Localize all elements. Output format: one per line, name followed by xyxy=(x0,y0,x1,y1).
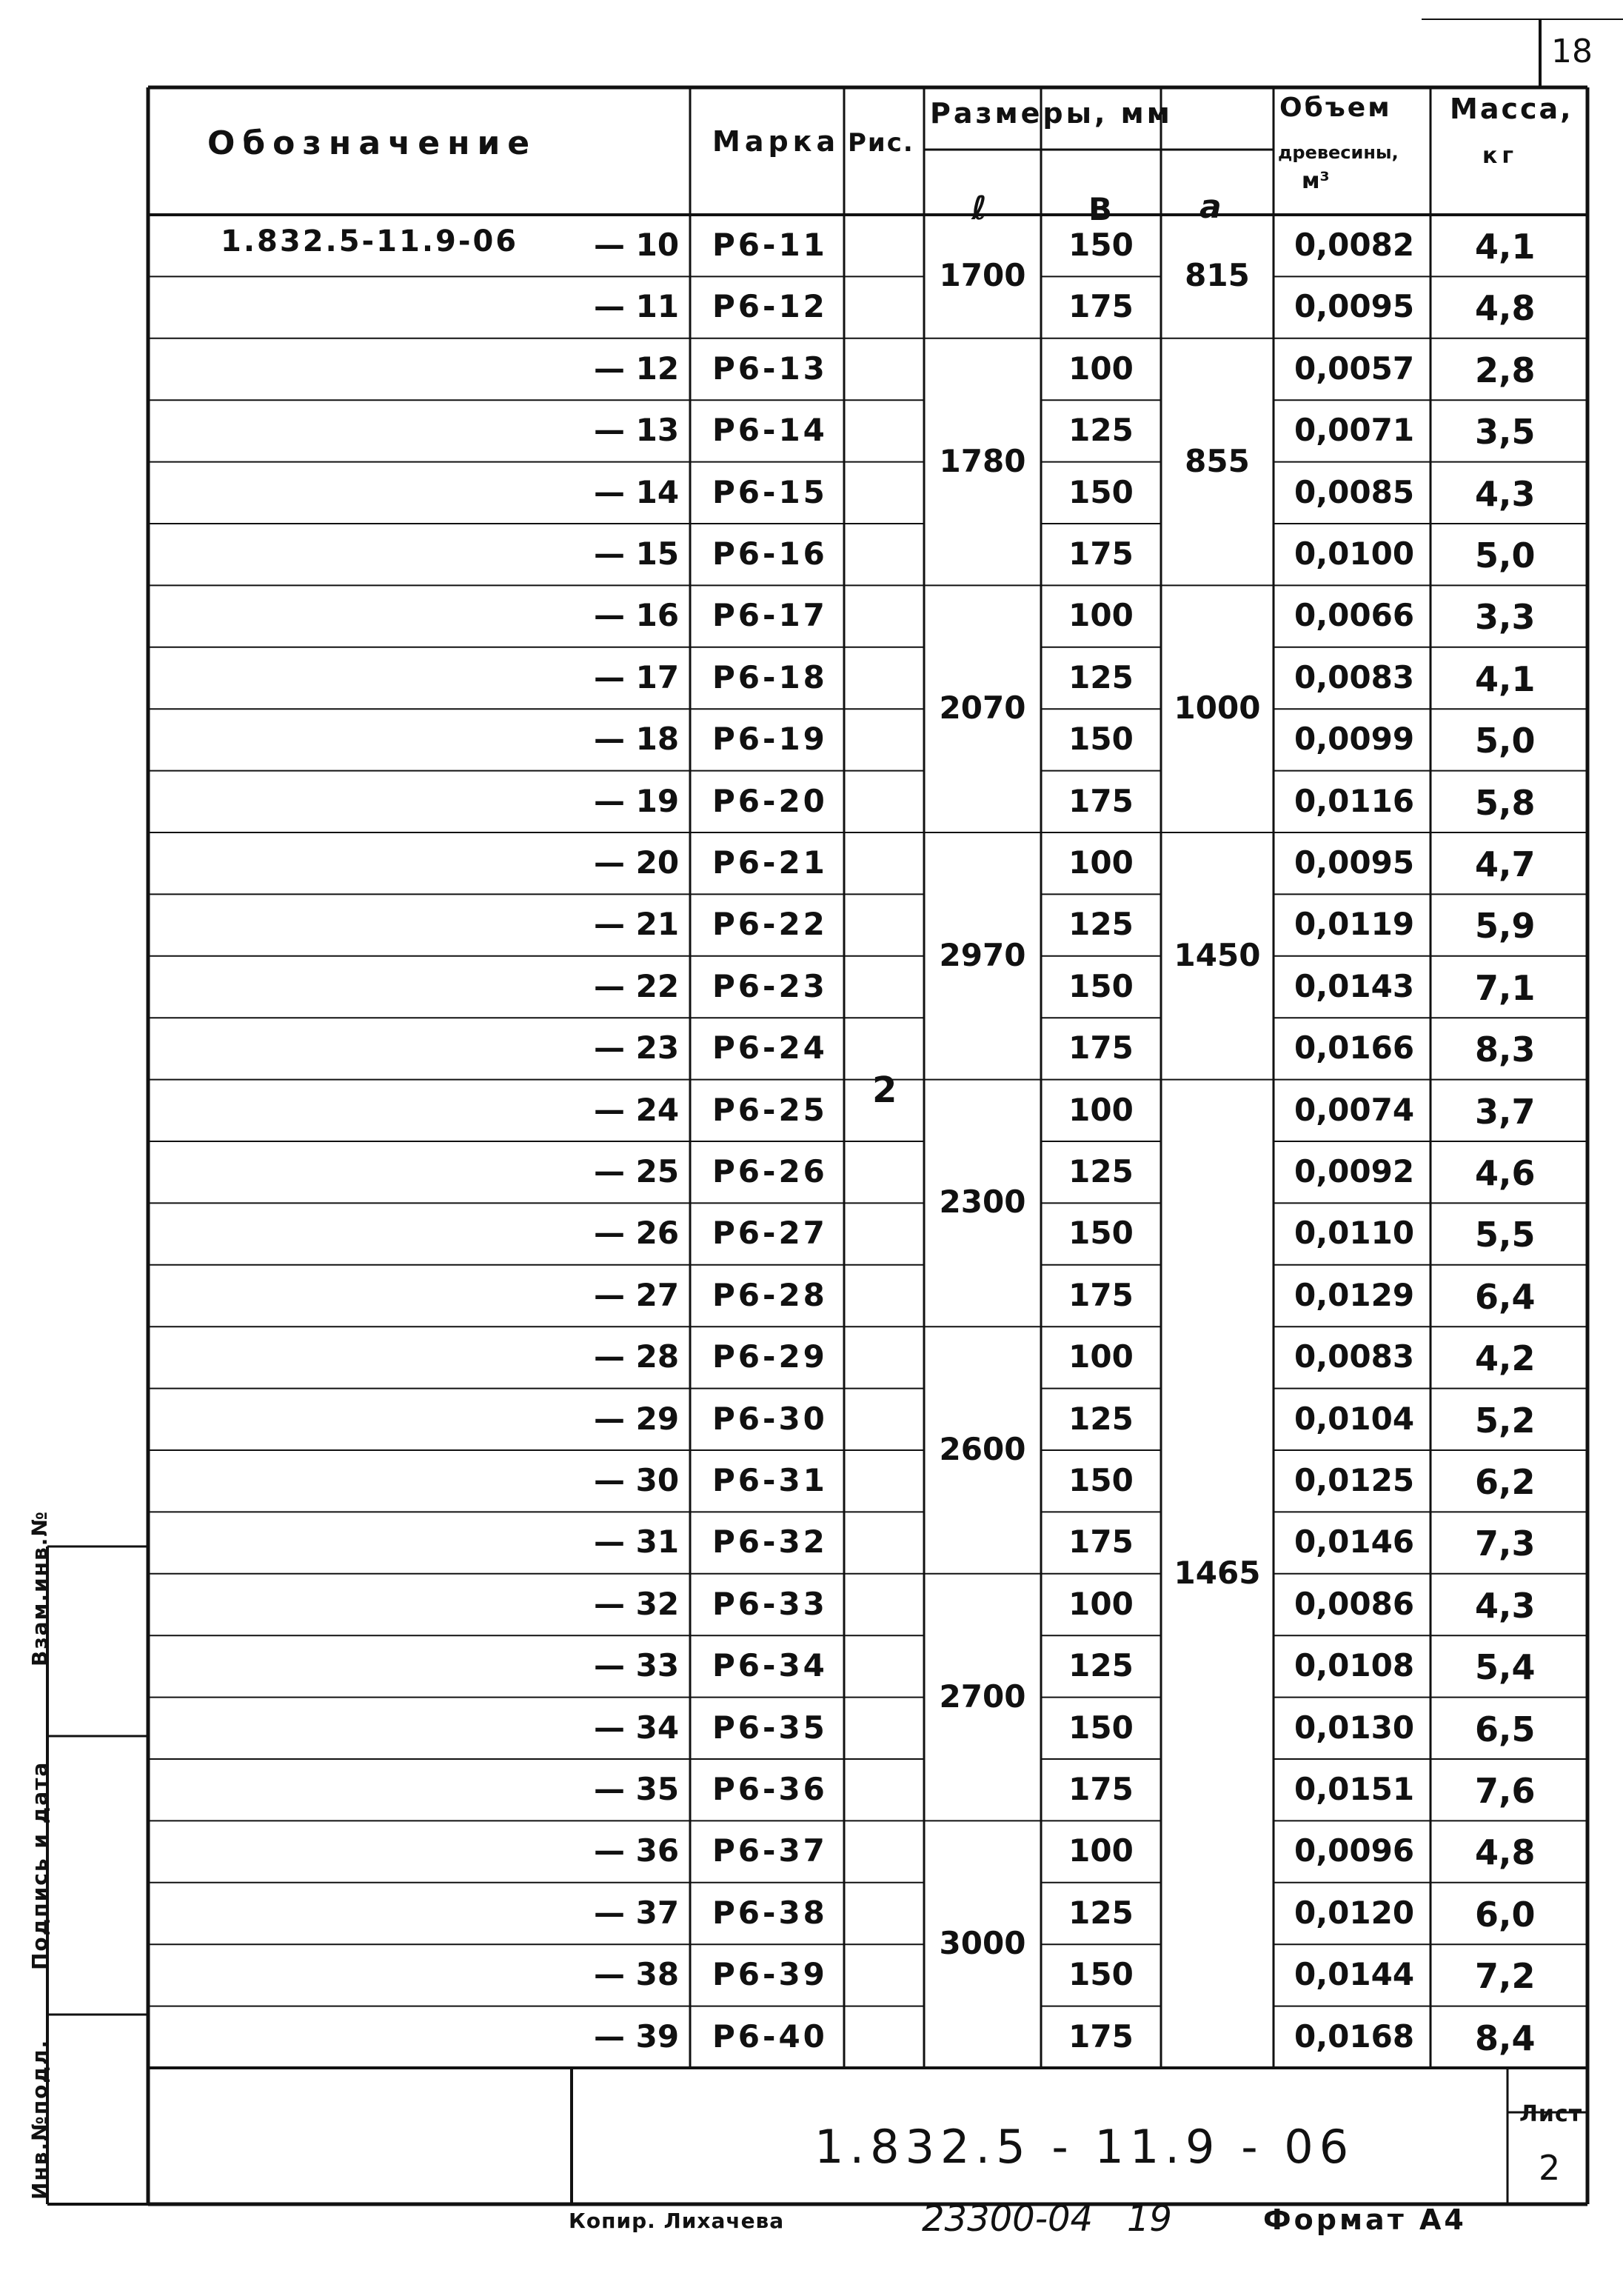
row-number: — 16 xyxy=(594,597,680,634)
row-mass: 3,5 xyxy=(1475,412,1536,453)
row-mass: 6,2 xyxy=(1475,1462,1536,1502)
row-mark: Р6-35 xyxy=(712,1709,828,1746)
row-number: — 32 xyxy=(594,1585,680,1622)
row-volume: 0,0092 xyxy=(1294,1153,1415,1189)
row-mass: 8,3 xyxy=(1475,1029,1536,1070)
row-volume: 0,0096 xyxy=(1294,1832,1415,1869)
row-width-b: 175 xyxy=(1068,1771,1134,1807)
row-mass: 5,9 xyxy=(1475,906,1536,947)
row-mark: Р6-28 xyxy=(712,1276,828,1313)
header-mass-2: кг xyxy=(1482,143,1519,169)
page-number: 18 xyxy=(1551,33,1593,70)
row-number: — 24 xyxy=(594,1091,680,1128)
row-volume: 0,0066 xyxy=(1294,597,1415,634)
row-mass: 6,4 xyxy=(1475,1276,1536,1317)
row-width-b: 175 xyxy=(1068,1524,1134,1561)
row-number: — 36 xyxy=(594,1832,680,1869)
row-mass: 4,3 xyxy=(1475,1585,1536,1626)
header-volume-2: древесины, xyxy=(1278,142,1399,163)
row-volume: 0,0108 xyxy=(1294,1647,1415,1684)
row-mass: 7,6 xyxy=(1475,1771,1536,1811)
row-mass: 5,4 xyxy=(1475,1647,1536,1688)
row-mark: Р6-31 xyxy=(712,1462,828,1498)
stamp-podpis: Подпись и дата xyxy=(27,1761,52,1970)
stamp-inv: Инв.№подл. xyxy=(27,2038,52,2200)
row-mark: Р6-26 xyxy=(712,1153,828,1189)
row-mark: Р6-19 xyxy=(712,721,828,758)
row-volume: 0,0110 xyxy=(1294,1215,1415,1252)
figure-number: 2 xyxy=(872,1069,897,1111)
row-number: — 11 xyxy=(594,288,680,325)
row-volume: 0,0100 xyxy=(1294,535,1415,572)
row-width-b: 100 xyxy=(1068,350,1134,387)
header-figure: Рис. xyxy=(848,128,914,158)
row-volume: 0,0086 xyxy=(1294,1585,1415,1622)
row-number: — 12 xyxy=(594,350,680,387)
row-volume: 0,0119 xyxy=(1294,906,1415,943)
row-number: — 35 xyxy=(594,1771,680,1807)
row-mark: Р6-13 xyxy=(712,350,828,387)
row-mass: 4,2 xyxy=(1475,1338,1536,1379)
row-width-b: 125 xyxy=(1068,1400,1134,1437)
row-number: — 31 xyxy=(594,1524,680,1561)
distance-a-cell: 855 xyxy=(1185,442,1250,479)
row-mark: Р6-14 xyxy=(712,412,828,449)
row-width-b: 100 xyxy=(1068,844,1134,881)
row-volume: 0,0099 xyxy=(1294,721,1415,758)
length-l-cell: 2700 xyxy=(939,1678,1026,1715)
row-mark: Р6-18 xyxy=(712,658,828,695)
row-mass: 4,8 xyxy=(1475,1832,1536,1873)
row-mark: Р6-16 xyxy=(712,535,828,572)
row-width-b: 125 xyxy=(1068,1894,1134,1931)
row-number: — 13 xyxy=(594,412,680,449)
row-mark: Р6-34 xyxy=(712,1647,828,1684)
row-width-b: 150 xyxy=(1068,967,1134,1004)
row-volume: 0,0085 xyxy=(1294,473,1415,510)
row-number: — 18 xyxy=(594,721,680,758)
row-width-b: 100 xyxy=(1068,1338,1134,1375)
row-mark: Р6-17 xyxy=(712,597,828,634)
length-l-cell: 3000 xyxy=(939,1925,1026,1962)
header-volume-3: м³ xyxy=(1302,168,1330,194)
length-l-cell: 2300 xyxy=(939,1184,1026,1221)
row-number: — 26 xyxy=(594,1215,680,1252)
row-number: — 28 xyxy=(594,1338,680,1375)
row-volume: 0,0146 xyxy=(1294,1524,1415,1561)
row-mark: Р6-38 xyxy=(712,1894,828,1931)
row-width-b: 175 xyxy=(1068,535,1134,572)
distance-a-cell: 815 xyxy=(1185,257,1250,294)
row-width-b: 100 xyxy=(1068,1832,1134,1869)
header-designation: Обозначение xyxy=(207,124,538,162)
distance-a-cell: 1450 xyxy=(1174,936,1261,973)
row-volume: 0,0144 xyxy=(1294,1956,1415,1993)
row-number: — 21 xyxy=(594,906,680,943)
row-volume: 0,0151 xyxy=(1294,1771,1415,1807)
sheet-label: Лист xyxy=(1519,2101,1583,2127)
row-mass: 7,3 xyxy=(1475,1524,1536,1564)
row-volume: 0,0095 xyxy=(1294,844,1415,881)
row-mark: Р6-24 xyxy=(712,1029,828,1067)
sheet-number: 2 xyxy=(1539,2148,1561,2188)
row-width-b: 150 xyxy=(1068,227,1134,263)
title-block-code: 1.832.5 - 11.9 - 06 xyxy=(814,2120,1355,2174)
row-volume: 0,0130 xyxy=(1294,1709,1415,1746)
stamp-zam: Взам.инв.№ xyxy=(27,1509,52,1666)
row-width-b: 175 xyxy=(1068,782,1134,819)
row-mass: 4,6 xyxy=(1475,1153,1536,1193)
row-number: — 23 xyxy=(594,1029,680,1067)
row-width-b: 125 xyxy=(1068,1153,1134,1189)
row-mark: Р6-27 xyxy=(712,1215,828,1252)
length-l-cell: 2070 xyxy=(939,690,1026,727)
row-number: — 14 xyxy=(594,473,680,510)
row-mark: Р6-20 xyxy=(712,782,828,819)
row-width-b: 150 xyxy=(1068,1956,1134,1993)
row-mass: 4,3 xyxy=(1475,473,1536,514)
row-volume: 0,0082 xyxy=(1294,227,1415,263)
row-number: — 34 xyxy=(594,1709,680,1746)
length-l-cell: 1700 xyxy=(939,257,1026,294)
row-width-b: 150 xyxy=(1068,1462,1134,1498)
row-mass: 3,7 xyxy=(1475,1091,1536,1132)
row-volume: 0,0120 xyxy=(1294,1894,1415,1931)
header-dimensions: Размеры, мм xyxy=(930,97,1173,130)
row-mark: Р6-25 xyxy=(712,1091,828,1128)
row-mass: 4,1 xyxy=(1475,658,1536,699)
row-width-b: 175 xyxy=(1068,288,1134,325)
row-number: — 27 xyxy=(594,1276,680,1313)
footer-format: Формат А4 xyxy=(1263,2203,1467,2236)
row-mark: Р6-32 xyxy=(712,1524,828,1561)
row-mark: Р6-22 xyxy=(712,906,828,943)
row-number: — 20 xyxy=(594,844,680,881)
row-volume: 0,0083 xyxy=(1294,1338,1415,1375)
row-width-b: 175 xyxy=(1068,2018,1134,2055)
row-volume: 0,0104 xyxy=(1294,1400,1415,1437)
header-dim-b: В xyxy=(1088,191,1117,227)
row-mark: Р6-30 xyxy=(712,1400,828,1437)
row-width-b: 150 xyxy=(1068,721,1134,758)
row-mark: Р6-12 xyxy=(712,288,828,325)
row-mass: 7,2 xyxy=(1475,1956,1536,1997)
row-mass: 4,7 xyxy=(1475,844,1536,884)
row-mark: Р6-36 xyxy=(712,1771,828,1807)
row-width-b: 125 xyxy=(1068,906,1134,943)
row-mark: Р6-33 xyxy=(712,1585,828,1622)
row-volume: 0,0083 xyxy=(1294,658,1415,695)
row-volume: 0,0074 xyxy=(1294,1091,1415,1128)
header-dim-l: ℓ xyxy=(971,190,991,227)
row-width-b: 100 xyxy=(1068,597,1134,634)
row-mass: 6,0 xyxy=(1475,1894,1536,1935)
footer-order: 23300-04 19 xyxy=(922,2198,1172,2240)
row-width-b: 150 xyxy=(1068,1215,1134,1252)
length-l-cell: 2970 xyxy=(939,936,1026,973)
row-mass: 4,8 xyxy=(1475,288,1536,329)
row-mass: 5,0 xyxy=(1475,535,1536,575)
row-width-b: 175 xyxy=(1068,1029,1134,1067)
row-volume: 0,0095 xyxy=(1294,288,1415,325)
row-mark: Р6-29 xyxy=(712,1338,828,1375)
row-mass: 6,5 xyxy=(1475,1709,1536,1749)
row-mass: 5,5 xyxy=(1475,1215,1536,1255)
row-number: — 30 xyxy=(594,1462,680,1498)
row-volume: 0,0125 xyxy=(1294,1462,1415,1498)
header-mass-1: Масса, xyxy=(1450,93,1573,125)
row-width-b: 125 xyxy=(1068,412,1134,449)
row-volume: 0,0168 xyxy=(1294,2018,1415,2055)
row-number: — 10 xyxy=(594,227,680,263)
row-mass: 5,0 xyxy=(1475,721,1536,761)
row-number: — 38 xyxy=(594,1956,680,1993)
designation-prefix: 1.832.5-11.9-06 xyxy=(221,224,519,258)
distance-a-cell: 1000 xyxy=(1174,690,1261,727)
header-volume-1: Объем xyxy=(1279,93,1392,123)
row-width-b: 150 xyxy=(1068,1709,1134,1746)
row-mass: 5,8 xyxy=(1475,782,1536,823)
row-width-b: 100 xyxy=(1068,1091,1134,1128)
row-width-b: 125 xyxy=(1068,658,1134,695)
row-width-b: 125 xyxy=(1068,1647,1134,1684)
row-number: — 22 xyxy=(594,967,680,1004)
row-volume: 0,0166 xyxy=(1294,1029,1415,1067)
row-volume: 0,0057 xyxy=(1294,350,1415,387)
row-number: — 17 xyxy=(594,658,680,695)
row-mass: 5,2 xyxy=(1475,1400,1536,1441)
header-dim-a: a xyxy=(1199,188,1226,226)
row-number: — 15 xyxy=(594,535,680,572)
row-mass: 3,3 xyxy=(1475,597,1536,638)
row-mark: Р6-39 xyxy=(712,1956,828,1993)
length-l-cell: 2600 xyxy=(939,1431,1026,1467)
row-mass: 7,1 xyxy=(1475,967,1536,1008)
row-number: — 33 xyxy=(594,1647,680,1684)
row-width-b: 175 xyxy=(1068,1276,1134,1313)
row-number: — 37 xyxy=(594,1894,680,1931)
row-volume: 0,0116 xyxy=(1294,782,1415,819)
distance-a-cell: 1465 xyxy=(1174,1554,1261,1591)
row-mark: Р6-37 xyxy=(712,1832,828,1869)
length-l-cell: 1780 xyxy=(939,442,1026,479)
row-mark: Р6-15 xyxy=(712,473,828,510)
row-number: — 39 xyxy=(594,2018,680,2055)
row-number: — 29 xyxy=(594,1400,680,1437)
footer-copied-by: Копир. Лихачева xyxy=(569,2209,785,2233)
row-width-b: 150 xyxy=(1068,473,1134,510)
row-number: — 19 xyxy=(594,782,680,819)
row-volume: 0,0129 xyxy=(1294,1276,1415,1313)
row-volume: 0,0071 xyxy=(1294,412,1415,449)
row-mark: Р6-21 xyxy=(712,844,828,881)
row-number: — 25 xyxy=(594,1153,680,1189)
row-volume: 0,0143 xyxy=(1294,967,1415,1004)
row-mass: 8,4 xyxy=(1475,2018,1536,2058)
row-mark: Р6-23 xyxy=(712,967,828,1004)
row-width-b: 100 xyxy=(1068,1585,1134,1622)
row-mark: Р6-40 xyxy=(712,2018,828,2055)
row-mass: 2,8 xyxy=(1475,350,1536,390)
row-mass: 4,1 xyxy=(1475,227,1536,267)
header-mark: Марка xyxy=(712,125,840,158)
row-mark: Р6-11 xyxy=(712,227,828,263)
